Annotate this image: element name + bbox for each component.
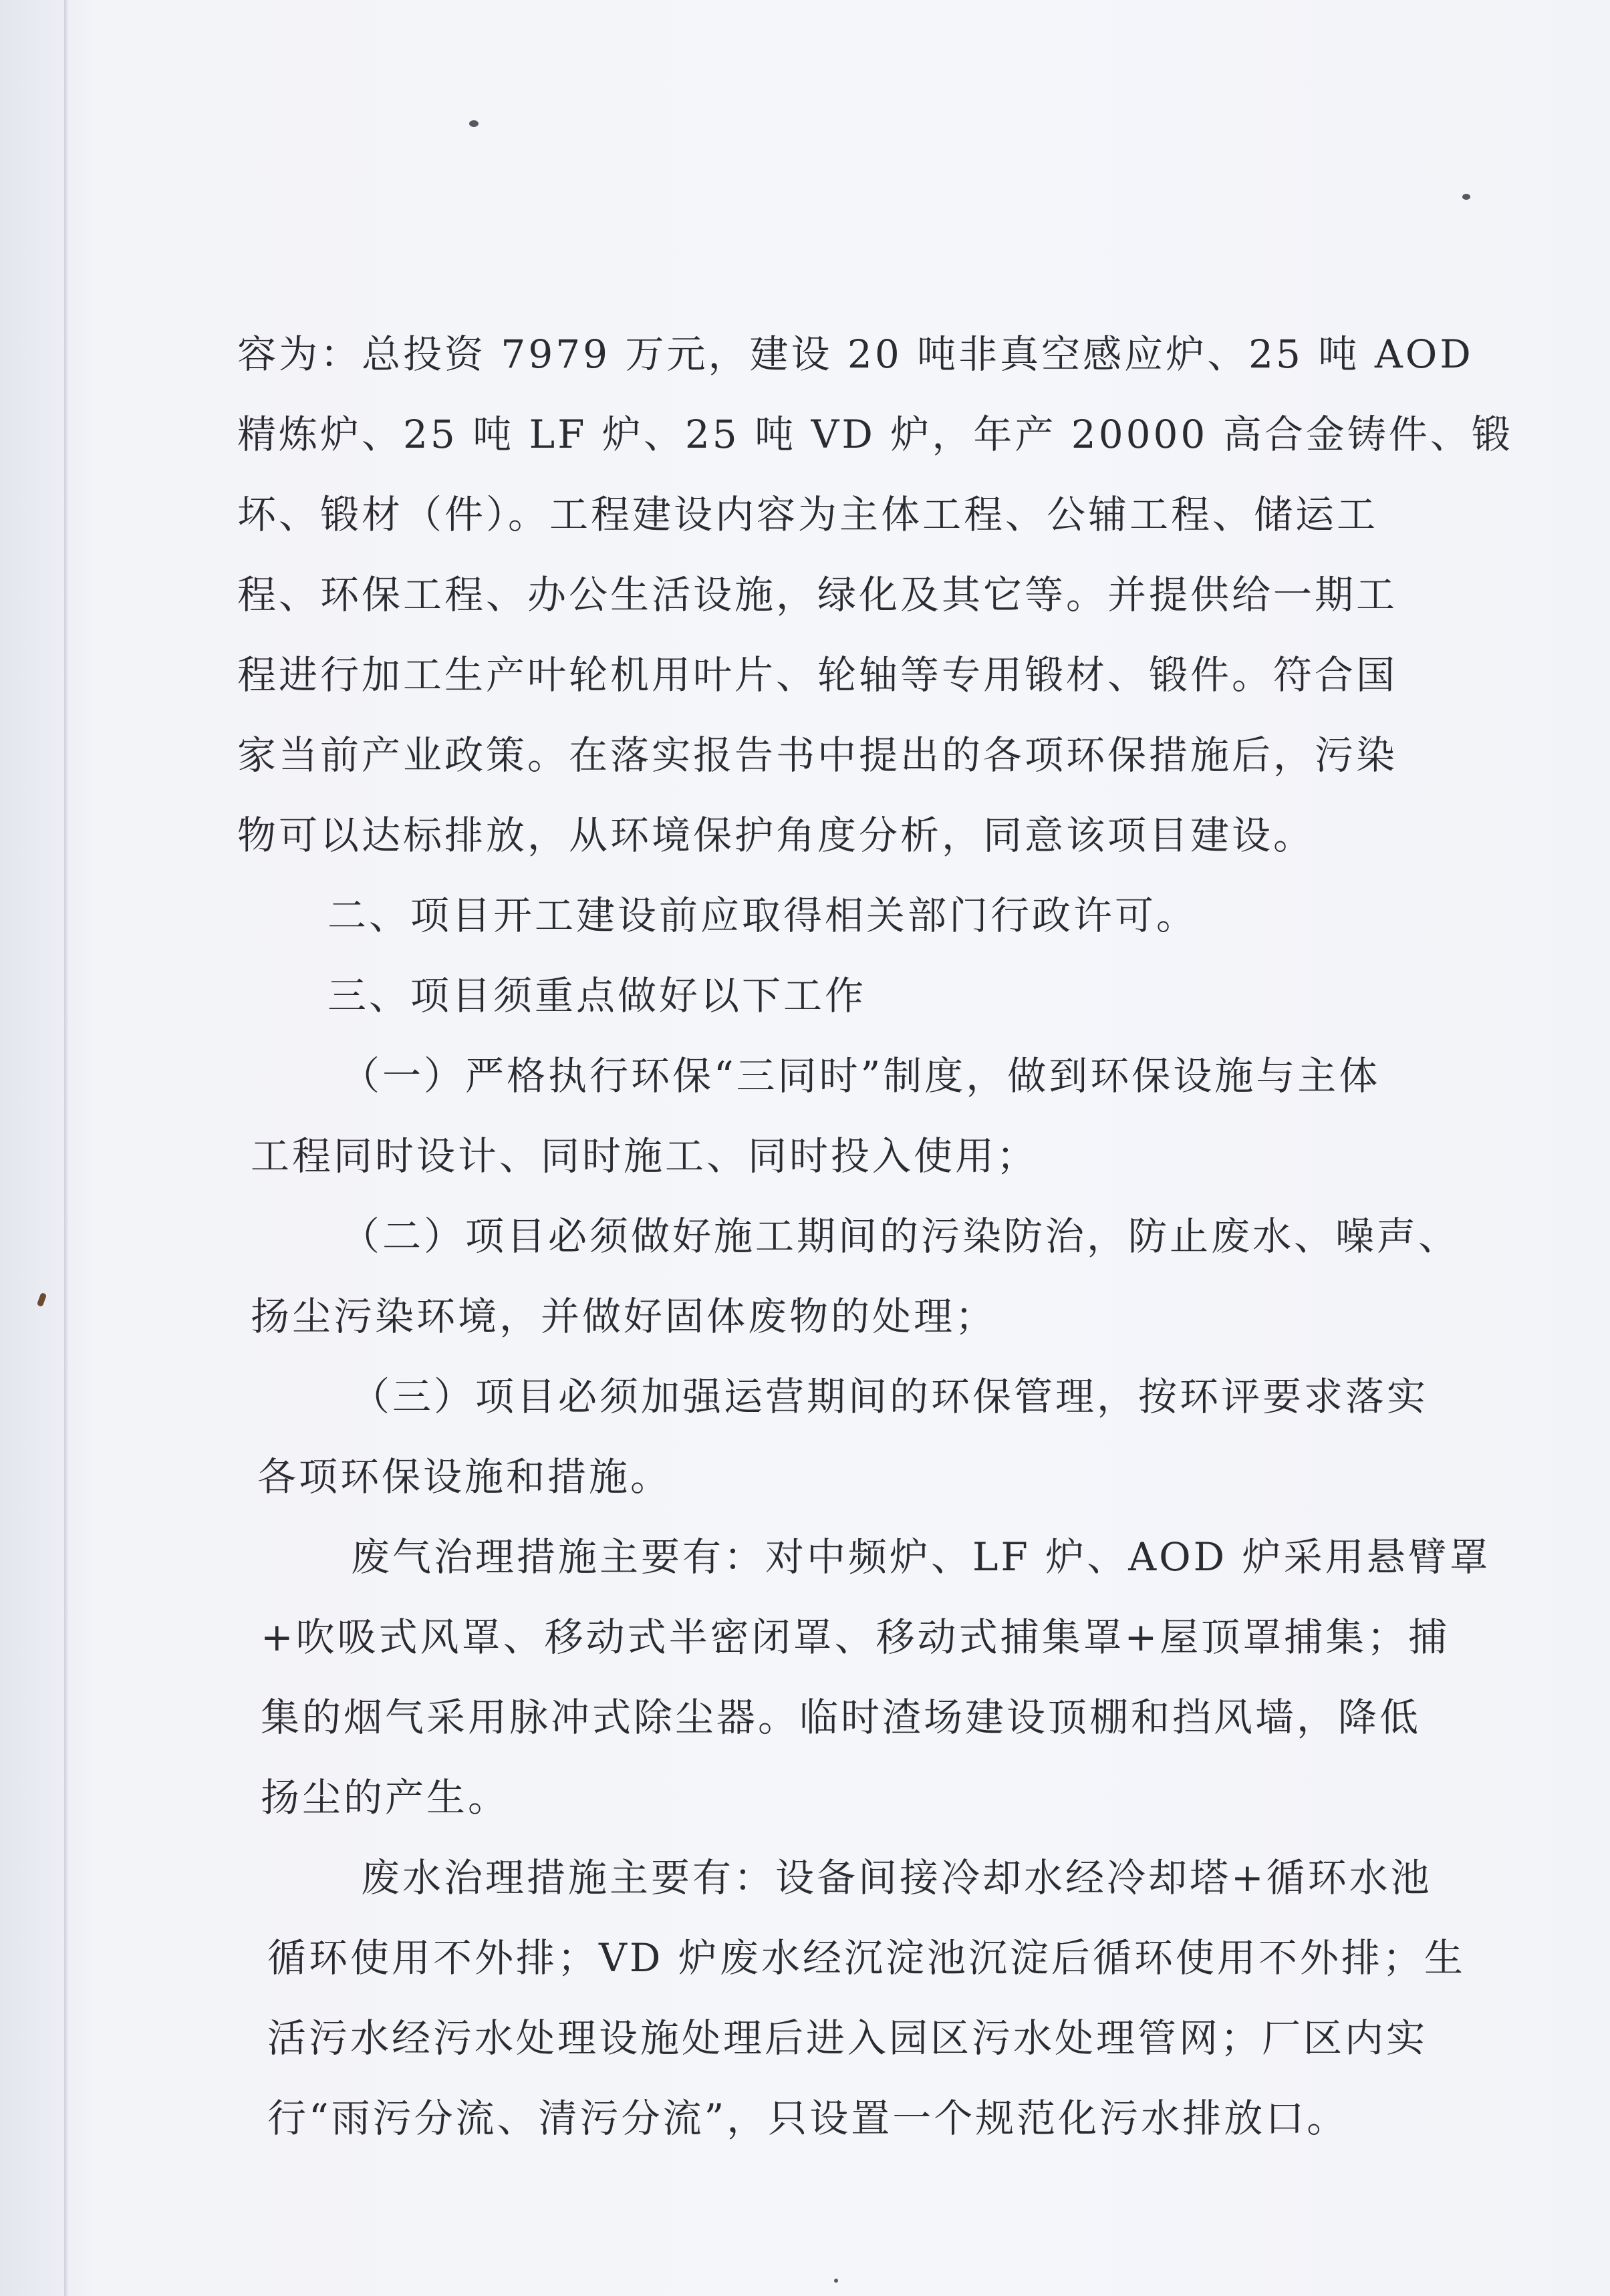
text-line: 活污水经污水处理设施处理后进入园区污水处理管网；厂区内实 [267, 2015, 1428, 2061]
scan-speck [1462, 194, 1470, 200]
scan-stain [37, 1292, 47, 1307]
text-line: 扬尘污染环境，并做好固体废物的处理； [251, 1294, 997, 1339]
text-line: 工程同时设计、同时施工、同时投入使用； [251, 1133, 1039, 1179]
scan-speck [834, 2279, 838, 2283]
text-line: 坏、锻材（件）。工程建设内容为主体工程、公辅工程、储运工 [237, 492, 1379, 537]
scan-speck [469, 120, 479, 127]
text-line: 物可以达标排放，从环境保护角度分析，同意该项目建设。 [237, 813, 1315, 858]
text-line: 二、项目开工建设前应取得相关部门行政许可。 [327, 893, 1198, 938]
text-line: 扬尘的产生。 [261, 1775, 510, 1820]
text-line: 程进行加工生产叶轮机用叶片、轮轴等专用锻材、锻件。符合国 [237, 652, 1398, 698]
text-line: 精炼炉、25 吨 LF 炉、25 吨 VD 炉，年产 20000 高合金铸件、锻 [237, 412, 1513, 457]
text-line: +吹吸式风罩、移动式半密闭罩、移动式捕集罩+屋顶罩捕集；捕 [261, 1614, 1450, 1660]
text-line: 循环使用不外排；VD 炉废水经沉淀池沉淀后循环使用不外排；生 [267, 1935, 1466, 1981]
text-line: 集的烟气采用脉冲式除尘器。临时渣场建设顶棚和挡风墙，降低 [261, 1695, 1422, 1740]
text-line: 废气治理措施主要有：对中频炉、LF 炉、AOD 炉采用悬臂罩 [351, 1534, 1491, 1580]
text-line: 行“雨污分流、清污分流”，只设置一个规范化污水排放口。 [267, 2096, 1349, 2141]
text-line: （三）项目必须加强运营期间的环保管理，按环评要求落实 [351, 1374, 1429, 1419]
text-line: （二）项目必须做好施工期间的污染防治，防止废水、噪声、 [341, 1213, 1460, 1259]
text-line: 各项环保设施和措施。 [257, 1454, 672, 1499]
text-line: 家当前产业政策。在落实报告书中提出的各项环保措施后，污染 [237, 732, 1398, 778]
text-line: （一）严格执行环保“三同时”制度，做到环保设施与主体 [341, 1053, 1381, 1099]
text-line: 三、项目须重点做好以下工作 [327, 973, 867, 1018]
binding-edge [64, 0, 68, 2296]
text-line: 废水治理措施主要有：设备间接冷却水经冷却塔+循环水池 [361, 1855, 1432, 1900]
text-line: 容为：总投资 7979 万元，建设 20 吨非真空感应炉、25 吨 AOD [237, 331, 1474, 377]
text-line: 程、环保工程、办公生活设施，绿化及其它等。并提供给一期工 [237, 572, 1398, 617]
